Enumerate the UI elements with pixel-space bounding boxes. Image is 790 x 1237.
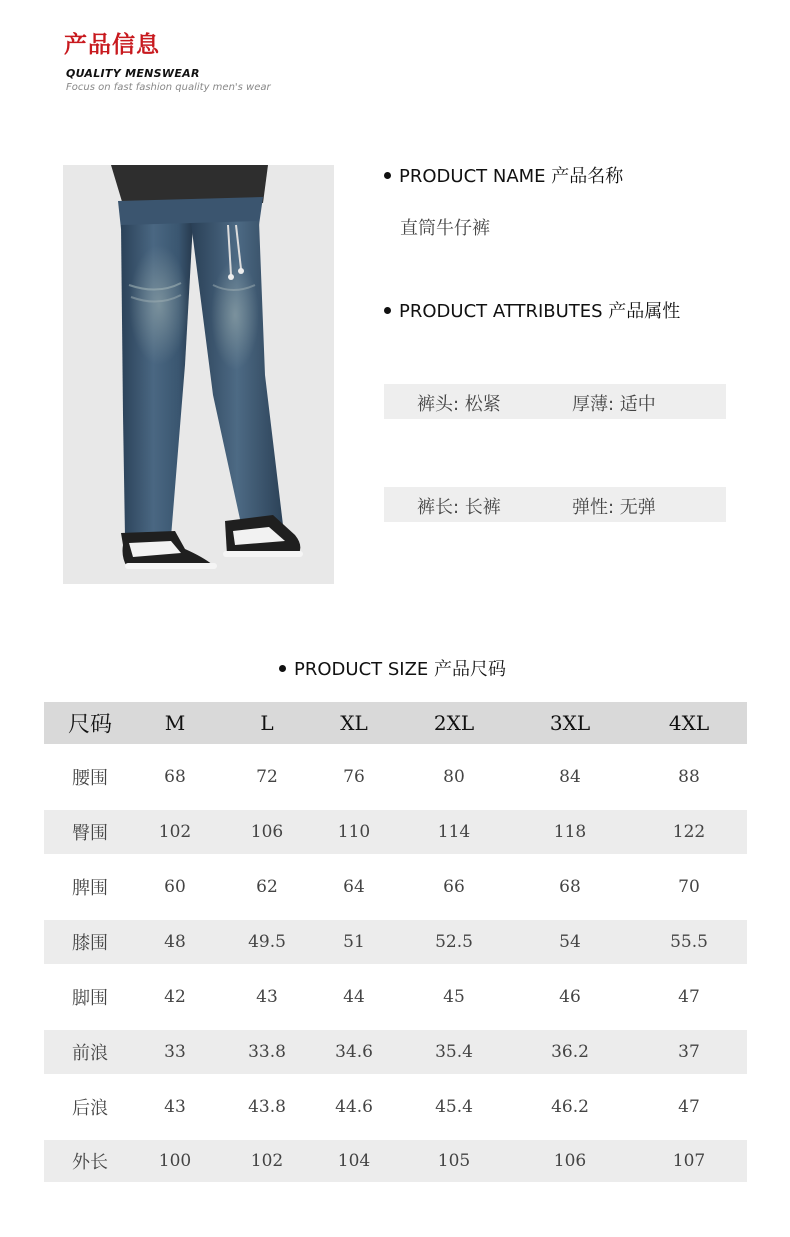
measurement-label: 臀围 [72, 823, 108, 844]
measurement-value: 66 [443, 877, 465, 897]
measurement-value: 49.5 [248, 932, 286, 952]
table-row [44, 1140, 747, 1182]
measurement-value: 43 [164, 1097, 186, 1117]
attribute-thickness: 厚薄: 适中 [572, 394, 656, 415]
size-header-label: 尺码 [67, 712, 113, 738]
measurement-value: 44 [343, 987, 365, 1007]
size-table [44, 702, 747, 1182]
size-header-cell: M [164, 711, 186, 735]
measurement-value: 88 [678, 767, 700, 787]
measurement-label: 外长 [72, 1152, 108, 1173]
measurement-value: 51 [343, 932, 365, 952]
bullet-icon [384, 307, 391, 314]
measurement-value: 62 [256, 877, 278, 897]
attribute-waistband: 裤头: 松紧 [417, 394, 501, 415]
measurement-value: 102 [250, 1151, 284, 1171]
measurement-value: 110 [337, 822, 371, 842]
attribute-row [384, 384, 726, 419]
measurement-label: 腰围 [72, 768, 108, 789]
measurement-value: 106 [250, 822, 284, 842]
measurement-value: 47 [678, 1097, 700, 1117]
table-row [44, 964, 747, 1030]
measurement-value: 35.4 [435, 1042, 473, 1062]
measurement-value: 52.5 [435, 932, 473, 952]
measurement-value: 48 [164, 932, 186, 952]
measurement-label: 后浪 [72, 1098, 108, 1119]
measurement-value: 102 [158, 822, 192, 842]
measurement-value: 70 [678, 877, 700, 897]
product-size-heading [279, 655, 506, 681]
measurement-value: 45.4 [435, 1097, 473, 1117]
measurement-value: 64 [343, 877, 365, 897]
jeans-illustration [63, 165, 334, 584]
page-title: 产品信息 [64, 32, 160, 58]
measurement-value: 46 [559, 987, 581, 1007]
measurement-value: 104 [337, 1151, 371, 1171]
measurement-value: 42 [164, 987, 186, 1007]
table-row [44, 810, 747, 854]
table-row [44, 920, 747, 964]
size-header-cell: XL [340, 711, 368, 735]
measurement-value: 44.6 [335, 1097, 373, 1117]
measurement-value: 100 [158, 1151, 192, 1171]
product-attributes-heading [384, 297, 680, 323]
bullet-icon [279, 665, 286, 672]
measurement-value: 45 [443, 987, 465, 1007]
measurement-value: 68 [164, 767, 186, 787]
product-photo [63, 165, 334, 584]
table-row [44, 744, 747, 810]
measurement-value: 80 [443, 767, 465, 787]
attribute-length: 裤长: 长裤 [417, 497, 501, 518]
measurement-label: 脾围 [72, 878, 108, 899]
measurement-value: 33.8 [248, 1042, 286, 1062]
product-name-heading-text: PRODUCT NAME 产品名称 [399, 166, 624, 187]
measurement-label: 膝围 [72, 933, 108, 954]
measurement-value: 76 [343, 767, 365, 787]
measurement-value: 47 [678, 987, 700, 1007]
measurement-value: 34.6 [335, 1042, 373, 1062]
measurement-value: 107 [672, 1151, 706, 1171]
attribute-elasticity: 弹性: 无弹 [572, 497, 656, 518]
measurement-value: 54 [559, 932, 581, 952]
brand-tagline: Focus on fast fashion quality men's wear [66, 82, 271, 93]
measurement-value: 106 [553, 1151, 587, 1171]
measurement-value: 33 [164, 1042, 186, 1062]
size-header-cell: 3XL [549, 711, 591, 735]
product-name-heading [384, 162, 623, 188]
measurement-value: 46.2 [551, 1097, 589, 1117]
measurement-value: 36.2 [551, 1042, 589, 1062]
measurement-value: 122 [672, 822, 706, 842]
product-attributes-heading-text: PRODUCT ATTRIBUTES 产品属性 [399, 301, 681, 322]
measurement-value: 43 [256, 987, 278, 1007]
table-row [44, 854, 747, 920]
attribute-row [384, 487, 726, 522]
measurement-value: 37 [678, 1042, 700, 1062]
table-row [44, 1074, 747, 1140]
measurement-value: 105 [437, 1151, 471, 1171]
brand-subtitle: QUALITY MENSWEAR [66, 67, 200, 80]
size-header-cell: 2XL [433, 711, 475, 735]
size-header-cell: 4XL [668, 711, 710, 735]
measurement-label: 前浪 [72, 1043, 108, 1064]
size-header-cell: L [260, 711, 274, 735]
measurement-value: 68 [559, 877, 581, 897]
product-name-value: 直筒牛仔裤 [400, 218, 490, 239]
measurement-value: 118 [553, 822, 587, 842]
measurement-value: 72 [256, 767, 278, 787]
measurement-value: 55.5 [670, 932, 708, 952]
size-table-header [44, 702, 747, 744]
measurement-label: 脚围 [72, 988, 108, 1009]
measurement-value: 84 [559, 767, 581, 787]
product-size-heading-text: PRODUCT SIZE 产品尺码 [294, 659, 507, 680]
measurement-value: 60 [164, 877, 186, 897]
measurement-value: 43.8 [248, 1097, 286, 1117]
table-row [44, 1030, 747, 1074]
bullet-icon [384, 172, 391, 179]
measurement-value: 114 [437, 822, 471, 842]
